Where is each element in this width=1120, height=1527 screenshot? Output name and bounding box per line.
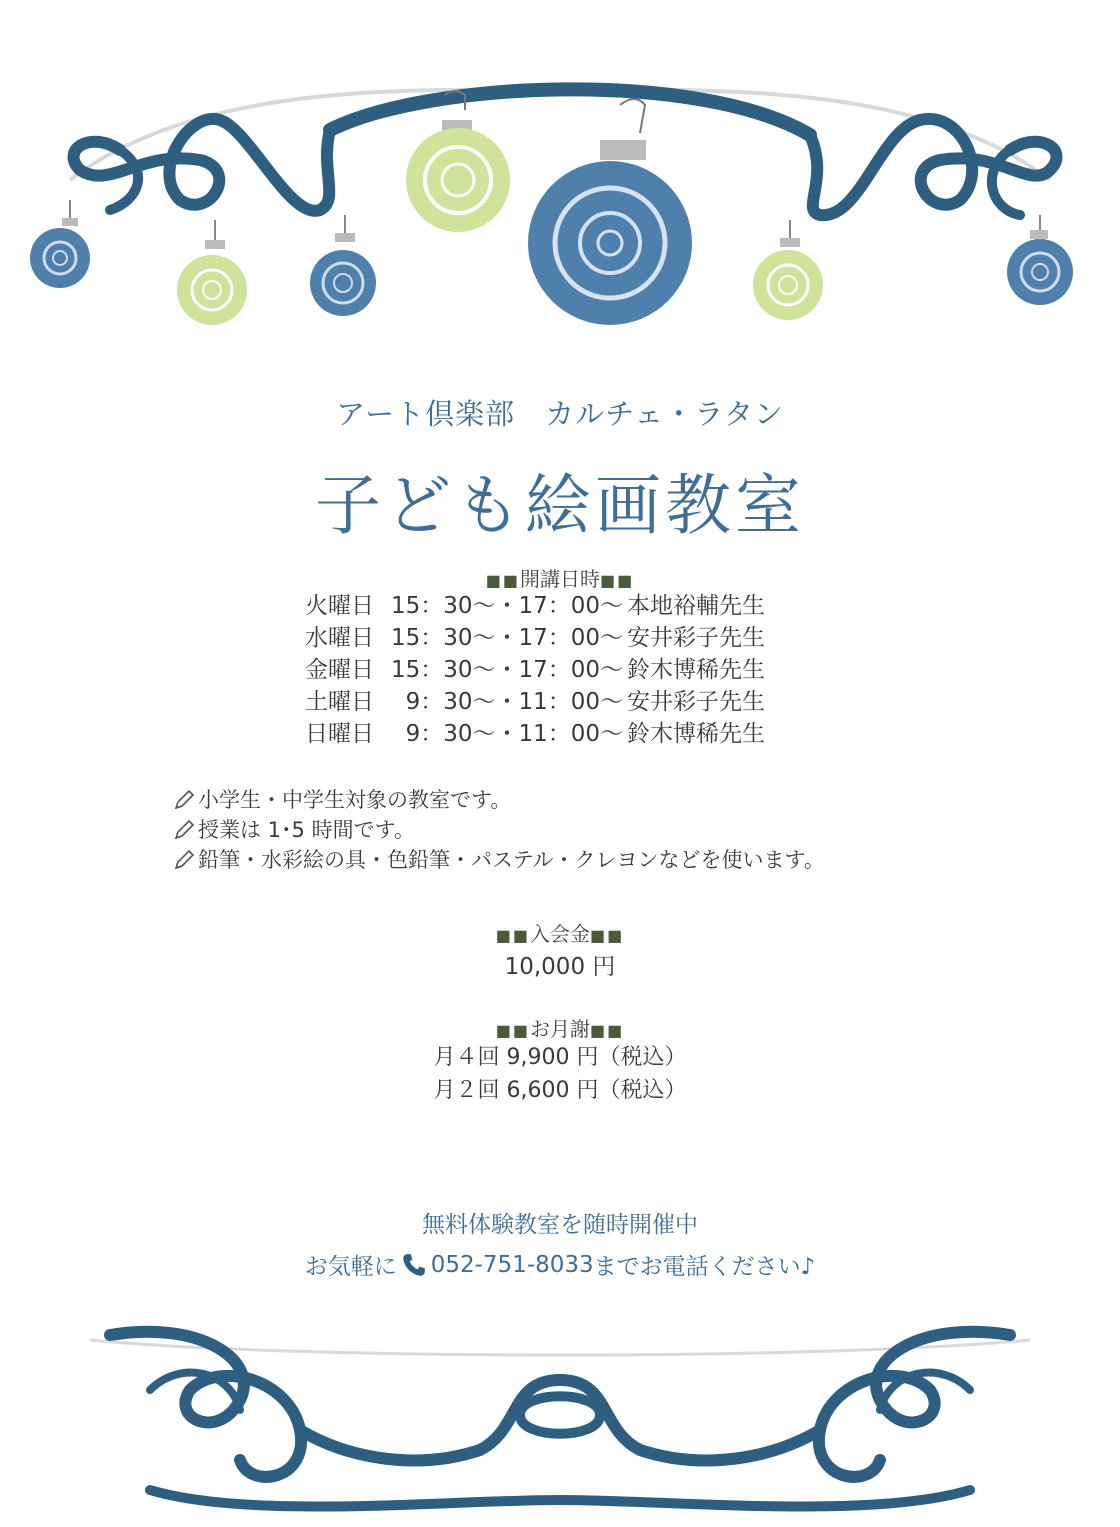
call-prefix: お気軽に — [304, 1254, 397, 1280]
entrance-fee-value: 10,000 円 — [504, 954, 616, 980]
monthly-fee-row: 月２回 6,600 円（税込） — [433, 1078, 687, 1103]
page-title: 子ども絵画教室 — [315, 467, 805, 544]
schedule-list — [305, 590, 765, 750]
schedule-day: 水曜日 — [305, 625, 374, 651]
notes-list — [172, 785, 825, 875]
schedule-teacher: 鈴木博稀先生 — [627, 657, 765, 683]
ornament-ribbon-decoration — [0, 0, 1120, 340]
square-bullet-icon: ■■ — [590, 1021, 625, 1040]
schedule-row — [305, 686, 765, 718]
pencil-icon — [172, 788, 196, 812]
free-trial-notice: 無料体験教室を随時開催中 — [422, 1212, 698, 1238]
schedule-row — [305, 718, 765, 750]
schedule-time: 9：30～・11：00～ — [391, 689, 624, 715]
square-bullet-icon: ■■ — [600, 571, 635, 590]
entrance-fee-heading-label: 入会金 — [530, 922, 590, 946]
schedule-heading-label: 開講日時 — [520, 567, 600, 591]
ribbon-flourish-decoration — [0, 1300, 1120, 1527]
note-item — [172, 785, 825, 815]
phone-icon — [401, 1252, 427, 1278]
phone-number[interactable]: 052-751-8033 — [430, 1251, 594, 1278]
schedule-time: 15：30～・17：00～ — [391, 593, 624, 619]
schedule-day: 火曜日 — [305, 593, 374, 619]
monthly-fee-heading-label: お月謝 — [530, 1017, 590, 1041]
schedule-day: 日曜日 — [305, 721, 374, 747]
note-item — [172, 815, 825, 845]
schedule-teacher: 鈴木博稀先生 — [627, 721, 765, 747]
schedule-day: 土曜日 — [305, 689, 374, 715]
pencil-icon — [172, 848, 196, 872]
schedule-teacher: 安井彩子先生 — [627, 625, 765, 651]
square-bullet-icon: ■■ — [495, 926, 530, 945]
schedule-teacher: 本地裕輔先生 — [627, 593, 765, 619]
call-line — [0, 1248, 1120, 1281]
monthly-fee-heading — [0, 1013, 1120, 1042]
note-item — [172, 845, 825, 875]
schedule-row — [305, 654, 765, 686]
pencil-icon — [172, 818, 196, 842]
schedule-time: 15：30～・17：00～ — [391, 625, 624, 651]
schedule-row — [305, 622, 765, 654]
schedule-time: 15：30～・17：00～ — [391, 657, 624, 683]
monthly-fee-list — [0, 1041, 1120, 1107]
note-text: 小学生・中学生対象の教室です。 — [198, 788, 512, 812]
schedule-day: 金曜日 — [305, 657, 374, 683]
schedule-heading — [0, 563, 1120, 592]
monthly-fee-row: 月４回 9,900 円（税込） — [433, 1045, 687, 1070]
schedule-row — [305, 590, 765, 622]
square-bullet-icon: ■■ — [590, 926, 625, 945]
entrance-fee-heading — [0, 918, 1120, 947]
square-bullet-icon: ■■ — [485, 571, 520, 590]
club-subtitle: アート倶楽部 カルチェ・ラタン — [336, 397, 784, 431]
call-suffix: までお電話ください♪ — [593, 1254, 816, 1280]
note-text: 鉛筆・水彩絵の具・色鉛筆・パステル・クレヨンなどを使います。 — [198, 848, 825, 872]
note-text: 授業は 1･5 時間です。 — [198, 818, 415, 842]
schedule-teacher: 安井彩子先生 — [627, 689, 765, 715]
schedule-time: 9：30～・11：00～ — [391, 721, 624, 747]
square-bullet-icon: ■■ — [495, 1021, 530, 1040]
